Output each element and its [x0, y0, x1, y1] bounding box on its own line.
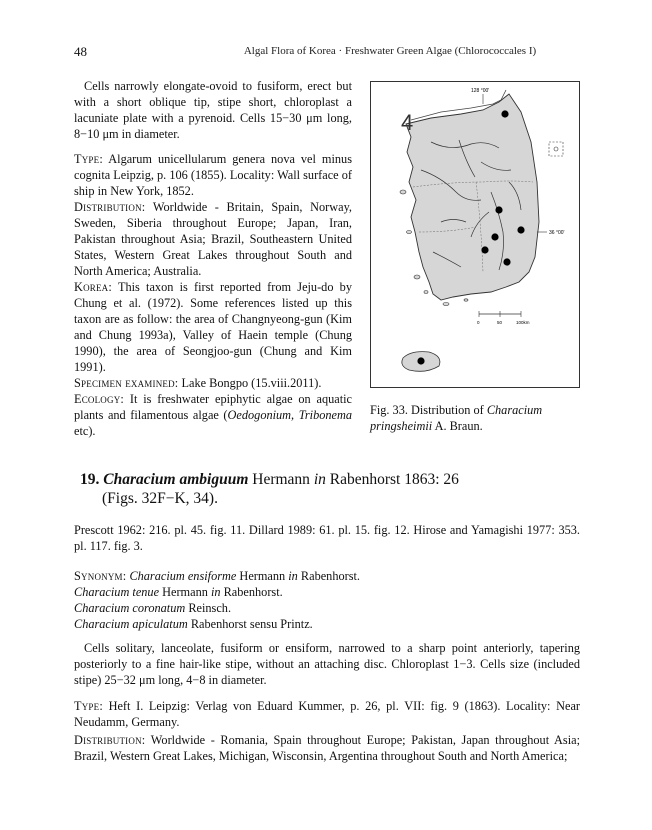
caption-species: Characium pringsheimii [370, 403, 543, 433]
distribution-2-paragraph [74, 732, 580, 764]
species-details-2 [74, 698, 580, 764]
latitude-label: 36 °00' [549, 230, 565, 236]
type-label: Type: [74, 152, 103, 166]
synonym-name: Characium apiculatum [74, 617, 188, 631]
description-text: Cells narrowly elongate-ovoid to fusiform, erect but with a short oblique tip, stipe short, chloroplast a lacuniate plate with a pyrenoid. Cells 15−30 μm long, 8−10 μm in diameter. [74, 79, 352, 141]
synonym-rest: Rabenhorst. [220, 585, 283, 599]
scale-label-0: 0 [477, 320, 480, 325]
species-description-2 [74, 640, 580, 688]
distribution-label: Distribution: [74, 200, 146, 214]
korea-text: This taxon is first reported from Jeju-do by Chung et al. (1972). Some references listed up this taxon are as follow: the area of Changnyeong-gun (Kim and Chung 1993a), Valley of Haein temple (Chung 1990), the area of Seongjoo-gun (Chung and Kim 1991). [74, 280, 352, 374]
ecology-text-end: etc). [74, 424, 96, 438]
species-number: 19. [80, 471, 100, 488]
synonym-author: Hermann [159, 585, 211, 599]
type-2-paragraph [74, 698, 580, 730]
distribution-2-label: Distribution: [74, 733, 146, 747]
species-details [74, 151, 352, 439]
synonym-rest: Rabenhorst. [297, 569, 361, 583]
scale-bar [477, 311, 530, 325]
ecology-text: It is freshwater epiphytic algae on aquatic plants and filamentous algae ( [74, 392, 353, 422]
panel-number: 4 [401, 110, 414, 135]
ecology-genera: Oedogonium, Tribonema [227, 408, 353, 422]
longitude-label: 128 °00' [471, 88, 490, 94]
occurrence-point [503, 258, 510, 265]
synonym-author: Rabenhorst sensu Printz. [187, 617, 313, 631]
species-in: in [313, 471, 326, 488]
synonym-entry [74, 568, 580, 584]
synonym-author: Hermann [236, 569, 289, 583]
occurrence-point [517, 226, 524, 233]
scale-label-50: 50 [497, 320, 503, 325]
ecology-label: Ecology: [74, 392, 125, 406]
specimen-paragraph [74, 375, 352, 391]
species-heading [80, 470, 580, 508]
description-2-text: Cells solitary, lanceolate, fusiform or ensiform, narrowed to a sharp point anteriorly, tapering posteriorly to a fine hair-like stipe, without an attaching disc. Chloroplast 1−3. Cells size (included stipe) 25−32 μm long, 4−8 in diameter. [74, 641, 580, 687]
inset-box [549, 142, 563, 156]
synonym-entry [74, 584, 580, 600]
synonym-name: Characium ensiforme [129, 569, 237, 583]
occurrence-point [491, 233, 498, 240]
figure-caption [370, 402, 582, 434]
ecology-paragraph [74, 391, 352, 439]
synonym-in: in [288, 569, 298, 583]
type-text: Algarum unicellularum genera nova vel minus cognita Leipzig, p. 106 (1855). Locality: Wall surface of ship in New York, 1852. [74, 152, 352, 198]
scale-label-100km: 100km [516, 320, 530, 325]
distribution-paragraph [74, 199, 352, 279]
type-2-text: Heft I. Leipzig: Verlag von Eduard Kummer, p. 26, pl. VII: fig. 9 (1863). Locality: Near Neudamm, Germany. [74, 699, 580, 729]
synonym-entry [74, 600, 580, 616]
occurrence-point [417, 357, 424, 364]
type-2-label: Type: [74, 699, 103, 713]
distribution-2-text: Worldwide - Romania, Spain throughout Europe; Pakistan, Japan throughout Asia; Brazil, Western Great Lakes, Michigan, Wisconsin, Argentina throughout South and North America; [74, 733, 580, 763]
synonym-in: in [210, 585, 221, 599]
distribution-text: Worldwide - Britain, Spain, Norway, Sweden, Siberia throughout Europe; Japan, Iran, Pakistan throughout Asia; Brazil, Southeastern United States, Western Great Lakes throughout South and North America; Australia. [74, 200, 352, 278]
south-korea-landmass [406, 94, 539, 300]
caption-suffix: A. Braun. [432, 419, 483, 433]
species-figs: (Figs. 32F−K, 34). [102, 490, 218, 507]
caption-prefix: Fig. 33. Distribution of [370, 403, 487, 417]
distribution-map [370, 81, 580, 388]
synonym-author: Reinsch. [185, 601, 232, 615]
synonym-name: Characium coronatum [74, 601, 186, 615]
type-paragraph [74, 151, 352, 199]
korea-paragraph [74, 279, 352, 375]
korea-label: Korea: [74, 280, 112, 294]
synonym-name: Characium tenue [74, 585, 160, 599]
species-author: Hermann [252, 471, 310, 488]
occurrence-point [501, 110, 508, 117]
page-number: 48 [74, 44, 87, 59]
running-title: Algal Flora of Korea · Freshwater Green Algae (Chlorococcales I) [243, 45, 537, 57]
species-description [74, 78, 352, 142]
synonym-entry [74, 616, 580, 632]
synonym-label: Synonym: [74, 569, 127, 583]
synonym-list [74, 568, 580, 632]
occurrence-point [481, 246, 488, 253]
species-name: Characium ambiguum [103, 471, 249, 488]
korea-map-svg [371, 82, 579, 387]
references: Prescott 1962: 216. pl. 45. fig. 11. Dillard 1989: 61. pl. 15. fig. 12. Hirose and Yamagishi 1977: 353. pl. 117. fig. 3. [74, 523, 580, 553]
occurrence-point [495, 206, 502, 213]
species-publication: Rabenhorst 1863: 26 [329, 471, 459, 488]
specimen-label: Specimen examined: [74, 376, 179, 390]
specimen-text: Lake Bongpo (15.viii.2011). [181, 376, 322, 390]
